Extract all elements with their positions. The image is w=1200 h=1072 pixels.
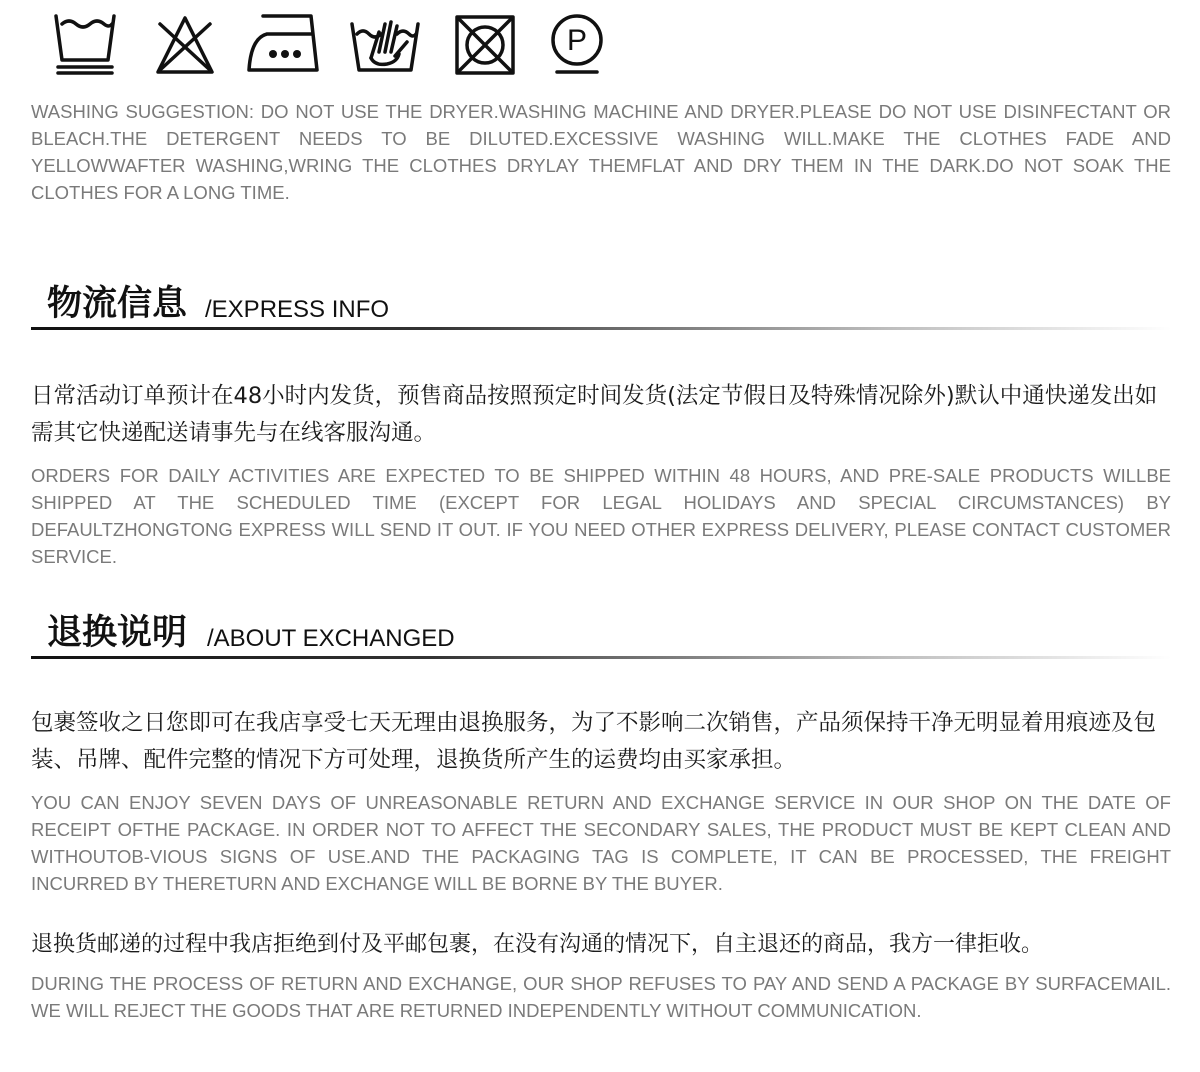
express-title-en: /EXPRESS INFO [205, 296, 390, 323]
exchange-body1-en: YOU CAN ENJOY SEVEN DAYS OF UNREASONABLE RETURN AND EXCHANGE SERVICE IN OUR SHOP ON THE DATE OF RECEIPT OFTHE PACKAGE. IN ORDER NOT TO AFFECT THE SECONDARY SALES, THE PRODUCT MUST BE KEPT CLEAN AND WITHOUTOB-VIOUS SIGNS OF USE.AND THE PACKAGING TAG IS COMPLETE, IT CAN BE PROCESSED, THE FREIGHT INCURRED BY THERETURN AND EXCHANGE WILL BE BORNE BY THE BUYER. [31, 792, 1171, 894]
exchange-title-en: /ABOUT EXCHANGED [207, 625, 455, 652]
express-info-heading [31, 283, 1171, 333]
dry-clean-p-icon [549, 12, 605, 76]
hand-wash-only-icon [349, 12, 421, 74]
express-divider [31, 327, 1171, 330]
express-title-cn: 物流信息 [47, 284, 188, 324]
exchange-body2-cn: 退换货邮递的过程中我店拒绝到付及平邮包裹，在没有沟通的情况下，自主退还的商品，我方一律拒收。 [31, 932, 1044, 957]
washing-suggestion-text: WASHING SUGGESTION: DO NOT USE THE DRYER.WASHING MACHINE AND DRYER.PLEASE DO NOT USE DISINFECTANT OR BLEACH.THE DETERGENT NEEDS TO BE DILUTED.EXCESSIVE WASHING WILL.MAKE THE CLOTHES FADE AND YELLOWWAFTER WASHING,WRING THE CLOTHES DRYLAY THEMFLAT AND DRY THEM IN THE DARK.DO NOT SOAK THE CLOTHES FOR A LONG TIME. [31, 101, 1171, 203]
iron-high-heat-icon [245, 12, 321, 74]
exchange-heading [31, 612, 1171, 662]
hand-wash-basin-icon [52, 12, 118, 76]
do-not-bleach-icon [152, 14, 218, 76]
care-icons-row [0, 0, 1200, 90]
dry-clean-letter: P [566, 24, 588, 57]
express-body-cn: 日常活动订单预计在48小时内发货，预售商品按照预定时间发货(法定节假日及特殊情况除外)默认中通快递发出如需其它快递配送请事先与在线客服沟通。 [31, 383, 1158, 446]
exchange-divider [31, 656, 1171, 659]
do-not-tumble-dry-icon [454, 14, 516, 76]
exchange-body2-en: DURING THE PROCESS OF RETURN AND EXCHANGE, OUR SHOP REFUSES TO PAY AND SEND A PACKAGE BY SURFACEMAIL. WE WILL REJECT THE GOODS THAT ARE RETURNED INDEPENDENTLY WITHOUT COMMUNICATION. [31, 973, 1171, 1021]
exchange-body1-cn: 包裹签收之日您即可在我店享受七天无理由退换服务，为了不影响二次销售，产品须保持干净无明显着用痕迹及包装、吊牌、配件完整的情况下方可处理，退换货所产生的运费均由买家承担。 [31, 710, 1157, 773]
exchange-title-cn: 退换说明 [47, 613, 188, 653]
express-body-en: ORDERS FOR DAILY ACTIVITIES ARE EXPECTED TO BE SHIPPED WITHIN 48 HOURS, AND PRE-SALE PRODUCTS WILLBE SHIPPED AT THE SCHEDULED TIME (EXCEPT FOR LEGAL HOLIDAYS AND SPECIAL CIRCUMSTANCES) BY DEFAULTZHONGTONG EXPRESS WILL SEND IT OUT. IF YOU NEED OTHER EXPRESS DELIVERY, PLEASE CONTACT CUSTOMER SERVICE. [31, 465, 1171, 567]
